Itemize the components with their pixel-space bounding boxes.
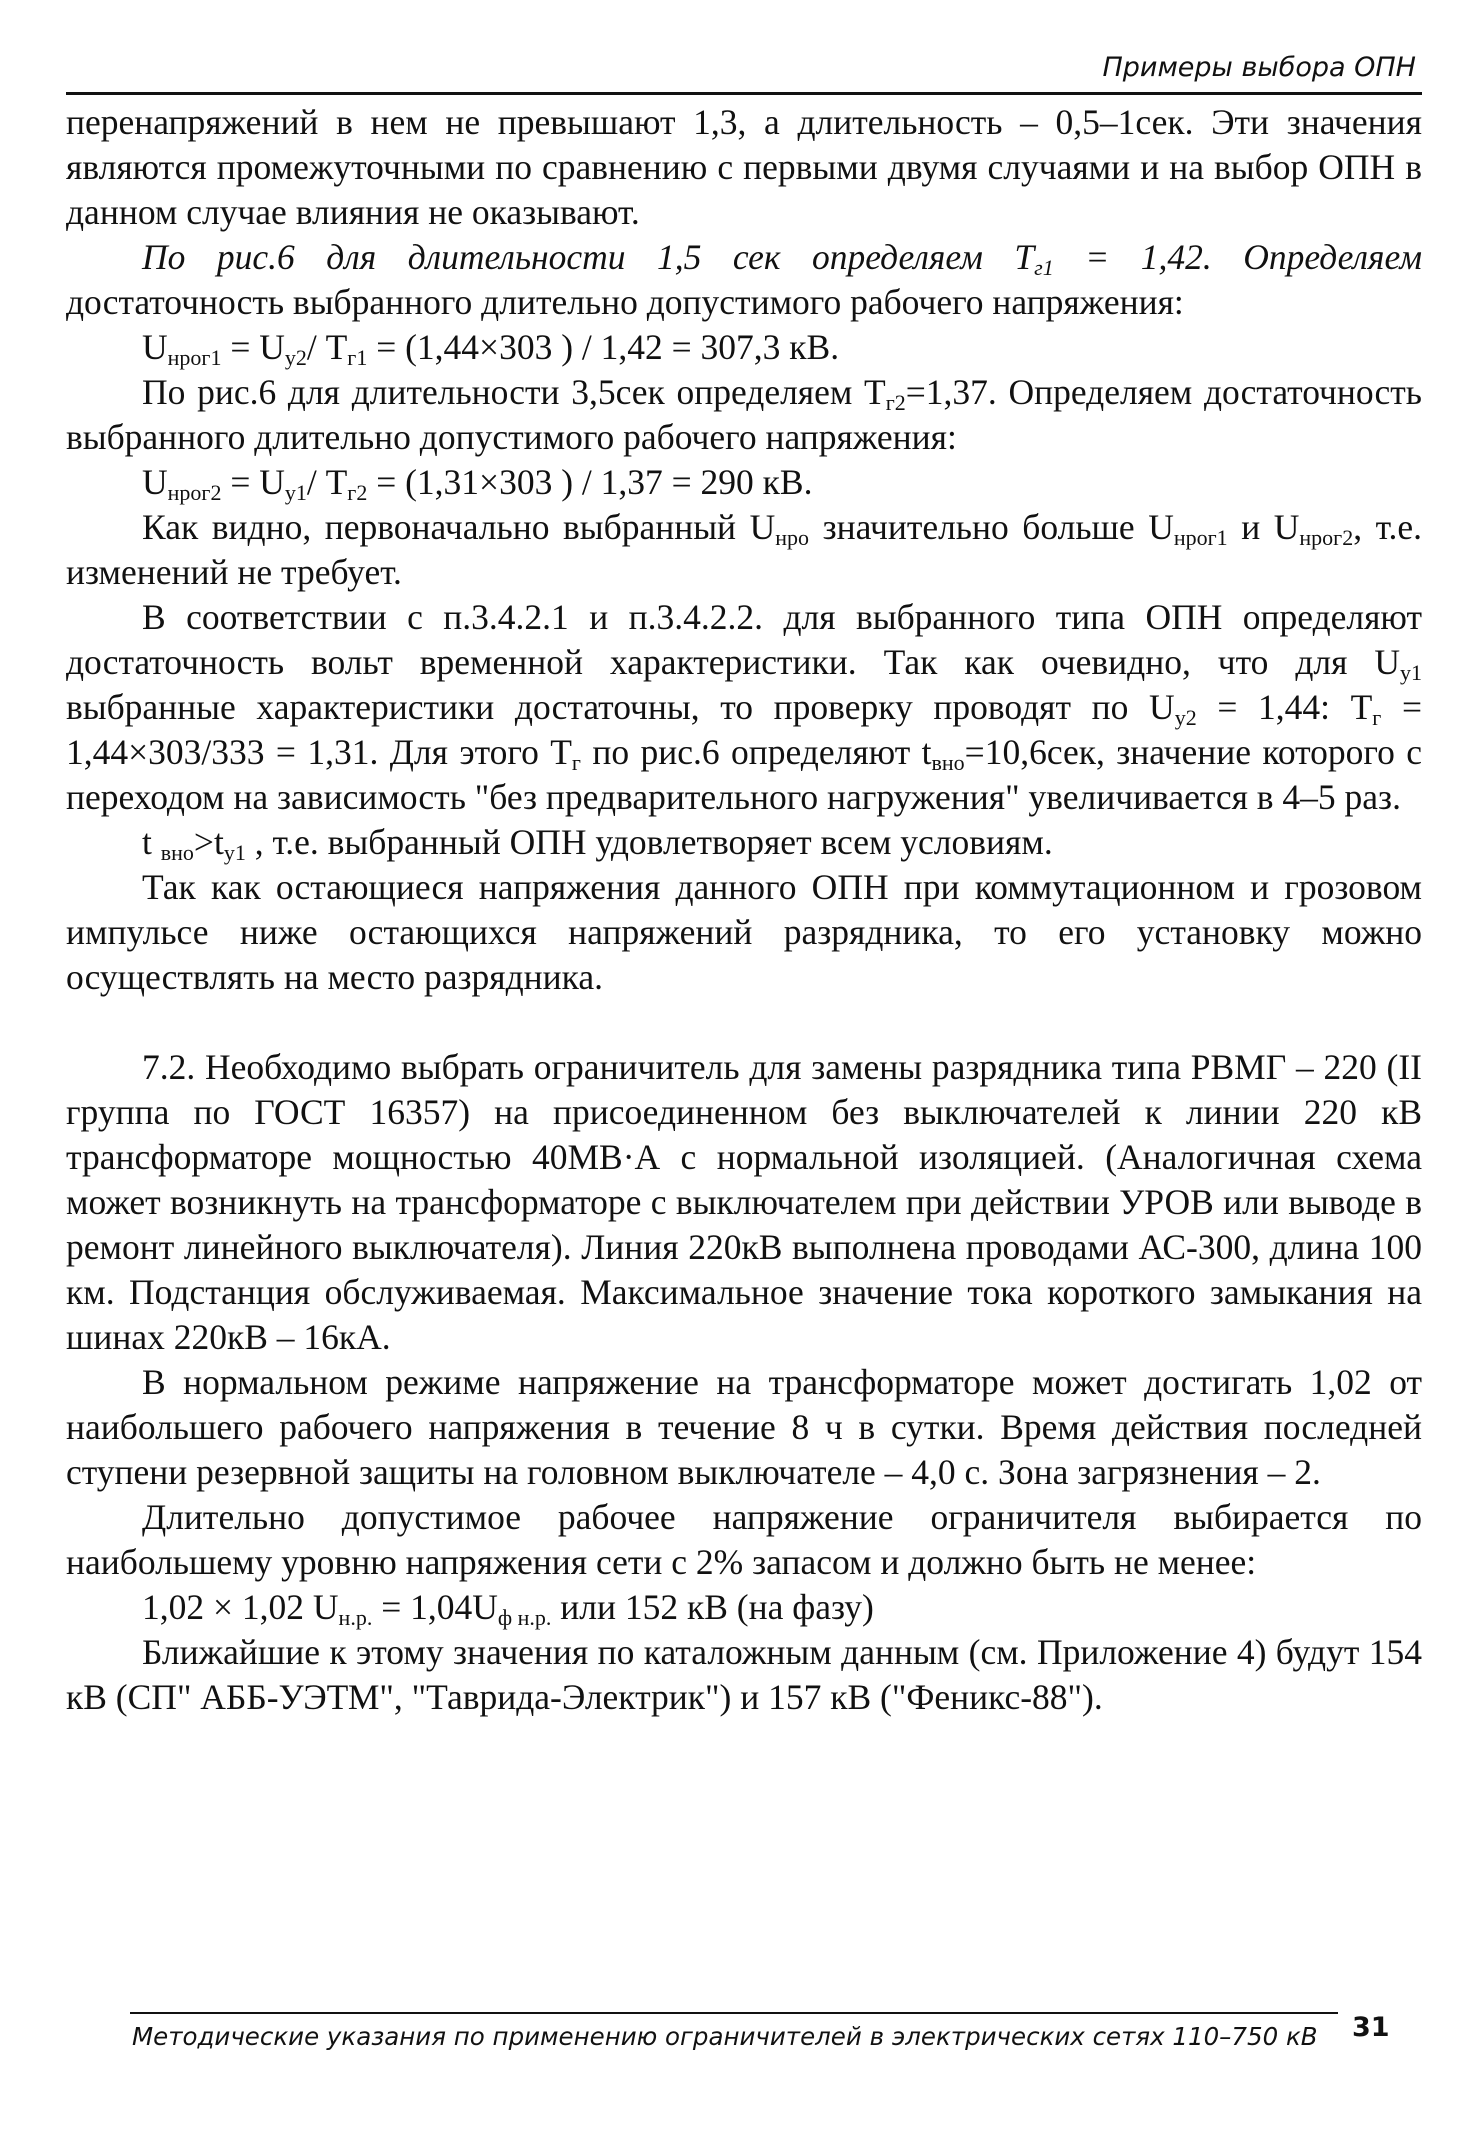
formula-continuous-voltage: 1,02 × 1,02 $U_{н.р.} = 1,04U_{ф н.р.}$ или 152 кВ (на фазу) <box>142 1587 874 1630</box>
paragraph-conclusion: t $_{вно}>t_{у1}$ , т.е. выбранный ОПН удовлетворяет всем условиям. <box>142 822 1053 865</box>
running-header: Примеры выбора ОПН <box>1102 52 1416 83</box>
formula-unrog2: $U_{нрог2} = U_{у1}/$ $T_{г2} = (1,31\times 303$ ) / 1,37 = 290 кВ. <box>142 462 813 505</box>
paragraph-normal-mode: В нормальном режиме напряжение на трансформаторе может достигать 1,02 от наибольшего рабочего напряжения в течение 8 ч в сутки. Время действия последней ступени резервной защиты на головном выключателе – 4,0 с. Зона загрязнения – 2. <box>66 1362 1422 1492</box>
paragraph-example-7-2: 7.2. Необходимо выбрать ограничитель для замены разрядника типа РВМГ – 220 (II группа по ГОСТ 16357) на присоединенном без выключателей к линии 220 кВ трансформаторе мощностью 40МВ·А с нормальной изоляцией. (Аналогичная схема может возникнуть на трансформаторе с выключателем при действии УРОВ или выводе в ремонт линейного выключателя). Линия 220кВ выполнена проводами АС-300, длина 100 км. Подстанция обслуживаемая. Максимальное значение тока короткого замыкания на шинах 220кВ – 16кА. <box>66 1047 1422 1357</box>
paragraph-continuation: перенапряжений в нем не превышают 1,3, а длительность – 0,5–1сек. Эти значения являются промежуточными по сравнению с первыми двумя случаями и на выбор ОПН в данном случае влияния не оказывают. <box>66 102 1422 232</box>
italic-lead: По рис.6 для длительности 1,5 сек определяем $T_{г1} = 1,42$. Определяем <box>142 237 1422 280</box>
paragraph-volt-time: В соответствии с п.3.4.2.1 и п.3.4.2.2. для выбранного типа ОПН определяют достаточность вольт временной характеристики. Так как очевидно, что для $U_{у1}$ выбранные характеристики достаточны, то проверку проводят по $U_{у2} = 1,44$: $T_г = 1,44\times 303/333 = 1,31$. Для этого $T_г$ по рис.6 определяют $t_{вно}=10,6сек$, значение которого с переходом на зависимость "без предварительного нагружения" увеличивается в 4–5 раз. <box>66 597 1422 817</box>
paragraph-residual-voltage: Так как остающиеся напряжения данного ОПН при коммутационном и грозовом импульсе ниже остающихся напряжений разрядника, то его установку можно осуществлять на место разрядника. <box>66 867 1422 997</box>
running-footer: Методические указания по применению ограничителей в электрических сетях 110–750 кВ <box>132 2022 1318 2051</box>
section-gap <box>66 1000 1422 1045</box>
paragraph-fig6-35s: По рис.6 для длительности 3,5сек определяем $T_{г2}=1,37$. Определяем достаточность выбранного длительно допустимого рабочего напряжения: <box>66 372 1422 457</box>
paragraph-comparison: Как видно, первоначально выбранный $U_{нро}$ значительно больше $U_{нрог1}$ и $U_{нрог2}$, т.е. изменений не требует. <box>66 507 1422 592</box>
paragraph-continuous-voltage: Длительно допустимое рабочее напряжение ограничителя выбирается по наибольшему уровню напряжения сети с 2% запасом и должно быть не менее: <box>66 1497 1422 1582</box>
page-number: 31 <box>1352 2012 1390 2043</box>
page-body <box>66 100 1422 1720</box>
paragraph-fig6-15s: По рис.6 для длительности 1,5 сек определяем $T_{г1} = 1,42$. Определяем достаточность выбранного длительно допустимого рабочего напряжения: <box>66 237 1422 322</box>
paragraph-catalog-values: Ближайшие к этому значения по каталожным данным (см. Приложение 4) будут 154 кВ (СП" АББ-УЭТМ", "Таврида-Электрик") и 157 кВ ("Феникс-88"). <box>66 1632 1422 1717</box>
footer-rule <box>130 2012 1338 2014</box>
formula-unrog1: $U_{нрог1} = U_{у2}/$ $T_{г1} = (1,44\times 303$ ) / 1,42 = 307,3 кВ. <box>142 327 840 370</box>
header-rule <box>66 92 1422 95</box>
